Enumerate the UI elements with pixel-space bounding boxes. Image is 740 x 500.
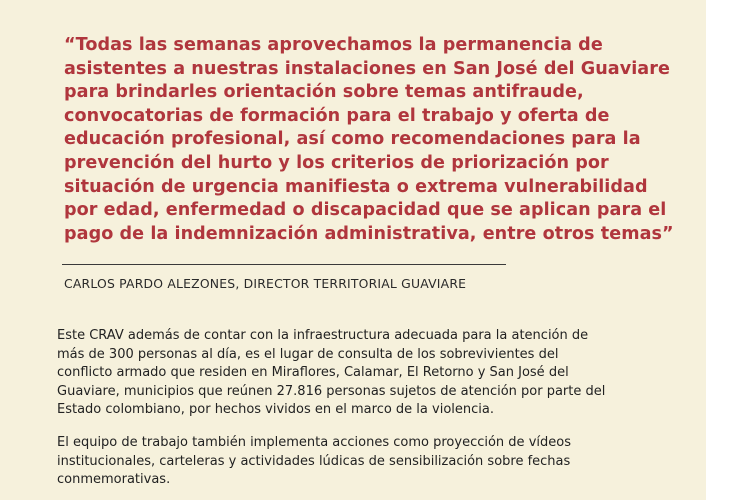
quote-line: educación profesional, así como recomendaciones para la [64,129,641,150]
quote-line: asistentes a nuestras instalaciones en San José del Guaviare [64,58,670,79]
paragraph-line: conmemorativas. [57,472,171,488]
quote-line: pago de la indemnización administrativa, entre otros temas” [64,223,674,244]
paragraph-line: Guaviare, municipios que reúnen 27.816 personas sujetos de atención por parte del [57,383,606,399]
pull-quote [64,34,684,246]
body-paragraph-2 [57,434,697,490]
quote-line: por edad, enfermedad o discapacidad que se aplican para el [64,200,667,221]
paragraph-line: Estado colombiano, por hechos vividos en el marco de la violencia. [57,402,494,418]
quote-line: convocatorias de formación para el trabajo y oferta de [64,105,610,126]
paragraph-line: Este CRAV además de contar con la infraestructura adecuada para la atención de [57,328,589,343]
quote-attribution: CARLOS PARDO ALEZONES, DIRECTOR TERRITORIAL GUAVIARE [64,276,467,291]
paragraph-line: más de 300 personas al día, es el lugar de consulta de los sobrevivientes del [57,346,559,362]
quote-line: prevención del hurto y los criterios de priorización por [64,152,609,173]
quote-line: “Todas las semanas aprovechamos la permanencia de [64,35,603,55]
quote-divider [62,264,506,265]
body-paragraph-1 [57,327,697,420]
paragraph-line: conflicto armado que residen en Miraflores, Calamar, El Retorno y San José del [57,365,569,381]
paragraph-line: El equipo de trabajo también implementa acciones como proyección de vídeos [57,435,571,450]
paragraph-line: institucionales, carteleras y actividades lúdicas de sensibilización sobre fechas [57,453,571,469]
quote-line: para brindarles orientación sobre temas antifraude, [64,82,584,103]
quote-line: situación de urgencia manifiesta o extrema vulnerabilidad [64,176,648,197]
